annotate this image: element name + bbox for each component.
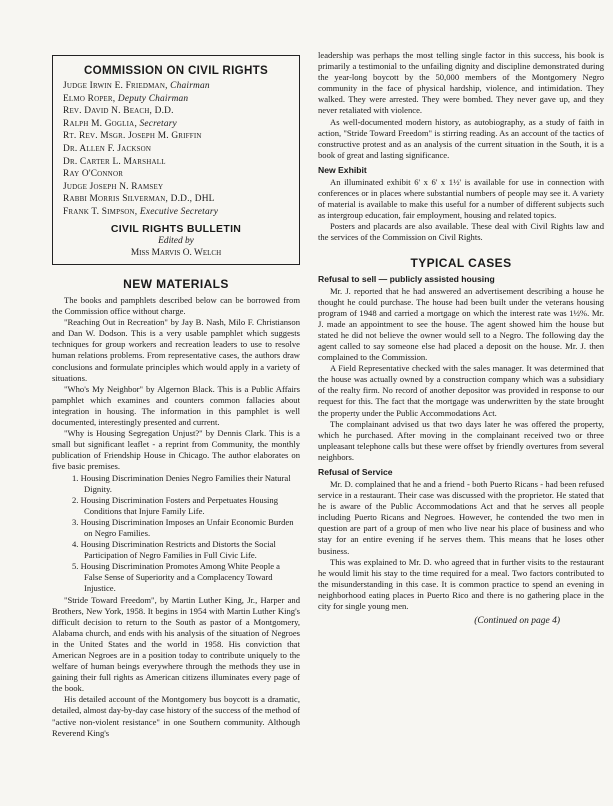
commission-member xyxy=(63,130,299,143)
stride-continued: leadership was perhaps the most telling single factor in this success, his book is primarily a testimonial to the unfailing dignity and discipline demonstrated during the year-long boycott by the 50,000 members of the Montgomery Negro community in the face of physical hardship, violence, and intimidation. They walked. They were arrested. They were bombed. They never gave up, and they never retaliated with violence. xyxy=(318,50,604,116)
member-name: Rabbi Morris Silverman, D.D., DHL xyxy=(63,194,215,205)
commission-member xyxy=(63,168,299,181)
item-stride-toward-freedom: "Stride Toward Freedom", by Martin Luther King, Jr., Harper and Brothers, New York, 1958. It begins in 1954 with Martin Luther King's difficult decision to return to the South as pastor of a Montgomery, Alabama church, and ends with his analysis of the situation of Negroes in the United States and the world in 1958. His conviction that American Negroes are in a position today to contribute uniquely to the welfare of human beings everywhere through the methods they use in gaining their full rights as American citizens illuminates every page of the book. xyxy=(52,594,300,694)
commission-member xyxy=(63,105,299,118)
edited-by: Edited by xyxy=(158,235,194,246)
premises-list xyxy=(52,473,300,595)
commission-member xyxy=(63,206,299,219)
member-role: Executive Secretary xyxy=(139,206,219,217)
case1-paragraph-1: Mr. J. reported that he had answered an advertisement describing a house he thought he could purchase. The house had been built under the veterans housing program of 1948 and carried a mortgage on which the interest rate was 1½%. Mr. J. made an appointment to see the house. The agent showed him the house but stated he did not believe the owner would sell to a Negro. The following day the agent called to say someone else had placed a deposit on the house. Mr. J. then complained to the Commission. xyxy=(318,285,604,363)
posters-description: Posters and placards are also available. These deal with Civil Rights law and the services of the Commission on Civil Rights. xyxy=(318,221,604,243)
member-role: Deputy Chairman xyxy=(117,93,189,104)
new-exhibit-heading: New Exhibit xyxy=(318,164,367,175)
case1-paragraph-3: The complainant advised us that two days later he was offered the property, which he purchased. After moving in the complainant received two or three unpleasant telephone calls but these were offset by friendly overtures from several neighbors. xyxy=(318,418,604,462)
member-name: Ray O'Connor xyxy=(63,169,124,180)
new-materials-intro: The books and pamphlets described below can be borrowed from the Commission office without charge. xyxy=(52,295,300,317)
member-name: Elmo Roper, xyxy=(63,93,116,104)
commission-member xyxy=(63,80,299,93)
exhibit-description: An illuminated exhibit 6' x 6' x 1½' is available for use in connection with conferences or in places where substantial numbers of people may see it. A variety of material is available to make this useful for a number of different subjects such as intergroup education, fair employment, housing and related topics. xyxy=(318,176,604,221)
member-name: Dr. Carter L. Marshall xyxy=(63,156,166,167)
commission-member xyxy=(63,193,299,206)
member-name: Rev. David N. Beach, D.D. xyxy=(63,106,174,117)
member-role: Chairman xyxy=(170,81,210,91)
editor-name: Miss Marvis O. Welch xyxy=(130,247,222,258)
case-refusal-of-service-heading: Refusal of Service xyxy=(318,467,393,477)
commission-member xyxy=(63,118,299,131)
case-refusal-to-sell-heading: Refusal to sell — publicly assisted housing xyxy=(318,273,495,284)
case2-paragraph-2: This was explained to Mr. D. who agreed that in further visits to the restaurant he would limit his stay to the time required for a meal. Two factors contributed to the misunderstanding in this case. It is common practice to spend an evening in neighborhood eating places in Puerto Rico and there is no gathering place in the city for single young men. xyxy=(318,556,604,612)
member-name: Ralph M. Goglia, xyxy=(63,118,137,129)
new-materials-heading: NEW MATERIALS xyxy=(123,277,229,291)
member-name: Judge Joseph N. Ramsey xyxy=(63,181,164,192)
premise-item: 3. Housing Discrimination Imposes an Unfair Economic Burden on Negro Families. xyxy=(72,516,294,538)
bulletin-title: CIVIL RIGHTS BULLETIN xyxy=(110,222,242,235)
commission-member xyxy=(63,143,299,156)
commission-member xyxy=(63,181,299,194)
commission-member xyxy=(63,93,299,106)
case2-paragraph-1: Mr. D. complained that he and a friend - both Puerto Ricans - had been refused service in a restaurant. Their case was discussed with the proprietor. He stated that he is aware of the Public Accommodations Act and that he serves all people including Puerto Ricans and Negroes. However, he contended the two men in question are part of a group of men who live near his place of business and who stay for an entire evening if he serves them. This means that he loses other business. xyxy=(318,479,604,556)
masthead-box xyxy=(52,55,300,265)
premise-item: 1. Housing Discrimination Denies Negro Families their Natural Dignity. xyxy=(72,472,291,494)
member-list xyxy=(63,80,299,219)
case1-paragraph-2: A Field Representative checked with the sales manager. It was determined that the house was actually owned by a construction company which was a subsidiary of the realty firm. No record of another depositor was provided in response to our request for this. The fact that the mortgage was underwritten by the state brought the property under the Public Accommodations Act. xyxy=(318,363,604,418)
member-name: Rt. Rev. Msgr. Joseph M. Griffin xyxy=(63,131,202,142)
commission-member xyxy=(63,156,299,169)
item-reaching-out: "Reaching Out in Recreation" by Jay B. Nash, Milo F. Christianson and Dan W. Dodson. This is a very usable pamphlet which suggests techniques for group workers and recreation leaders to use to resolve human relations problems. From representative cases, the authors draw conclusions and formulate principles which would apply in a variety of situations. xyxy=(52,317,300,383)
member-role: Secretary xyxy=(139,118,177,129)
commission-title: COMMISSION ON CIVIL RIGHTS xyxy=(83,64,269,77)
member-name: Frank T. Simpson, xyxy=(63,206,138,217)
member-name: Dr. Allen F. Jackson xyxy=(63,143,152,154)
continued-note: (Continued on page 4) xyxy=(474,616,560,627)
typical-cases-heading: TYPICAL CASES xyxy=(410,255,512,270)
item-housing-segregation: "Why is Housing Segregation Unjust?" by Dennis Clark. This is a small but significant leaflet - a reprint from Community, the monthly publication of Friendship House in Chicago. The author elaborates on five basic premises. xyxy=(52,428,300,472)
stride-summary: As well-documented modern history, as autobiography, as a study of faith in action, "Stride Toward Freedom" is stirring reading. As an account of the tactics of constructive protest and as an analysis of the current situation in the South, it is a book of great and lasting significance. xyxy=(318,116,604,160)
premise-item: 2. Housing Discrimination Fosters and Perpetuates Housing Conditions that Injure Family Life. xyxy=(72,494,278,516)
premise-item: 5. Housing Discrimination Promotes Among White People a False Sense of Superiority and a Complacency Toward Injustice. xyxy=(72,561,280,594)
new-materials-section xyxy=(52,277,300,739)
premise-item: 4. Housing Discrimination Restricts and Distorts the Social Participation of Negro Families in Full Civic Life. xyxy=(72,539,276,561)
right-content xyxy=(318,50,604,626)
member-name: Judge Irwin E. Friedman, xyxy=(63,81,168,91)
item-boycott-account: His detailed account of the Montgomery bus boycott is a dramatic, detailed, almost day-by-day case history of the success of the method of "active non-violent resistance" in one Southern community. Although Reverend King's xyxy=(52,694,300,738)
item-whos-my-neighbor: "Who's My Neighbor" by Algernon Black. This is a Public Affairs pamphlet which examines and counters common fallacies about integration in housing. The information in this pamphlet is well documented, interestingly presented and current. xyxy=(52,383,300,428)
